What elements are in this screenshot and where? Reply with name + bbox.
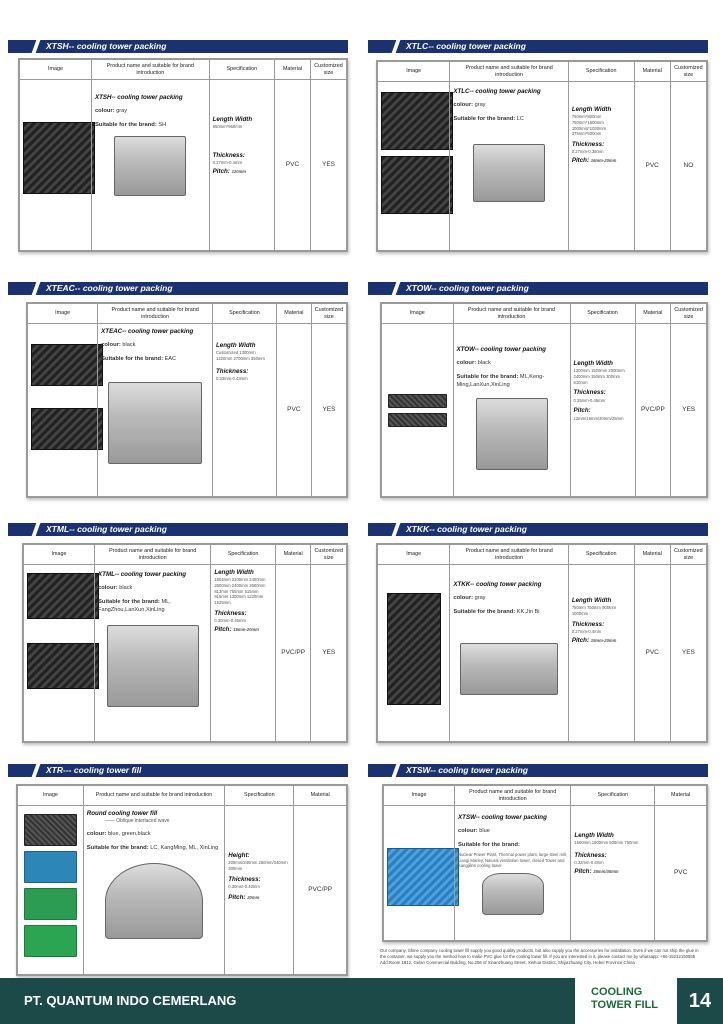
product-image: [20, 80, 92, 251]
page-footer: [0, 978, 723, 1024]
panel-xtml: XTML-- cooling tower packing Image Product name and suitable for brand introduction Specification Material Customized size XTML-- cooling tower packing colour: black Suitable for the brand: ML, FangZhou,LanXun,XinLing Length Width 1804mm 2100mm 2400mm 2600mm 2400mm 2600mm 813mm 755mm 515mm 915mm 1300mm 1220mm 1525mm Thickness: 0.30mm-0.45mm Pitch: 15mm-20mm PVC/PP YES: [8, 523, 348, 745]
panel-xtlc: XTLC-- cooling tower packing Image Product name and suitable for brand introduction Specification Material Customized size XTLC-- cooling tower packing colour: gray Suitable for the brand: LC Length Width 750mm*800mm 750mm*1600mm 1000mm*1030mm 375mm*930mm Thickness: 0.27mm-0.38mm Pitch: 16mm-20mm PVC NO: [368, 40, 708, 262]
panel-xtsw: XTSW-- cooling tower packing Image Product name and suitable for brand introduction Specification Material XTSW-- cooling tower packing colour: blue Suitable for the brand: Nuclear Power Plant, Thermal power plant, large steel mill, Liangi Marley, Natural ventilation tower, closed Tower and Kangjilins cooling tower Length Width 1500mm 1800mm 500mm 750mm Thickness: 0.32mm-0.4mm Pitch: 25mm/35mm PVC: [368, 764, 708, 944]
page-number: 14: [677, 978, 723, 1024]
brand-logo: COOLING TOWER FILL: [591, 986, 659, 1011]
panel-xtow: XTOW-- cooling tower packing Image Product name and suitable for brand introduction Specification Material Customized size XTOW-- cooling tower packing colour: black Suitable for the brand: ML,Keng-Ming,LanXun,XinLing Length Width 1200mm 1500mm 2000mm 2400mm 150mm 300mm 610mm Thickness: 0.35mm-0.45mm Pitch: 12mm/19mm/20mm/25mm PVC/PP YES: [368, 282, 708, 500]
panel-xteac: XTEAC-- cooling tower packing Image Product name and suitable for brand introduction Specification Material Customized size XTEAC-- cooling tower packing colour: black Suitable for the brand: EAC Length Width Customized 1300mm 1220mm 2700mm 350mm Thickness: 0.33mm-0.43mm PVC YES: [8, 282, 348, 500]
panel-xtsh: [8, 40, 348, 252]
panel-xtkk: XTKK-- cooling tower packing Image Product name and suitable for brand introduction Specification Material Customized size XTKK-- cooling tower packing colour: gray Suitable for the brand: KK,Jin Bi Length Width 750mm 750mm 900mm 1000mm Thickness: 0.27mm-0.4mm Pitch: 15mm-20mm PVC YES: [368, 523, 708, 745]
footer-bar: [0, 978, 575, 1024]
section-title: XTSH-- cooling tower packing: [46, 41, 167, 51]
tower-photo: [114, 136, 186, 196]
contact-note: Our company, Shine company cooling tower fill supply you good quality products, but also supply you the accessories for installation. Even if we can not ship the glue in the container, we supply you the method how to make PVC glue for the cooling tower fill. If you are interested in it, please contact me by whatsapp: +86-15232150555 Add:Room 1812, Gelan Commercial Building, No.256 of Xinanzhuang Street, Xinhua District, Shijiazhuang City, Hebei Province,China: [380, 948, 699, 966]
panel-xtr: XTR--- cooling tower fill Image Product name and suitable for brand introduction Specification Material Round cooling tower fill —— Oblique interlaced wave colour: blue, green,black Suitable for the brand: LC, KangMing, ML, XinLing Height: 200mm/240mm 250mm/340mm 300mm Thickness: 0.30mm-0.40mm Pitch: 20mm PVC/PP: [8, 764, 348, 976]
company-name: PT. QUANTUM INDO CEMERLANG: [24, 993, 237, 1008]
section-header: [8, 40, 348, 53]
spec-table: Image Product name and suitable for brand introduction Specification Material Customized size XTSH-- cooling tower packing colour: gray Suitable for the brand: SH Length Width 950mm*950mm Thickness: 0.27mm-0.4mm Pitch: 120mm PVC YES: [18, 58, 348, 252]
